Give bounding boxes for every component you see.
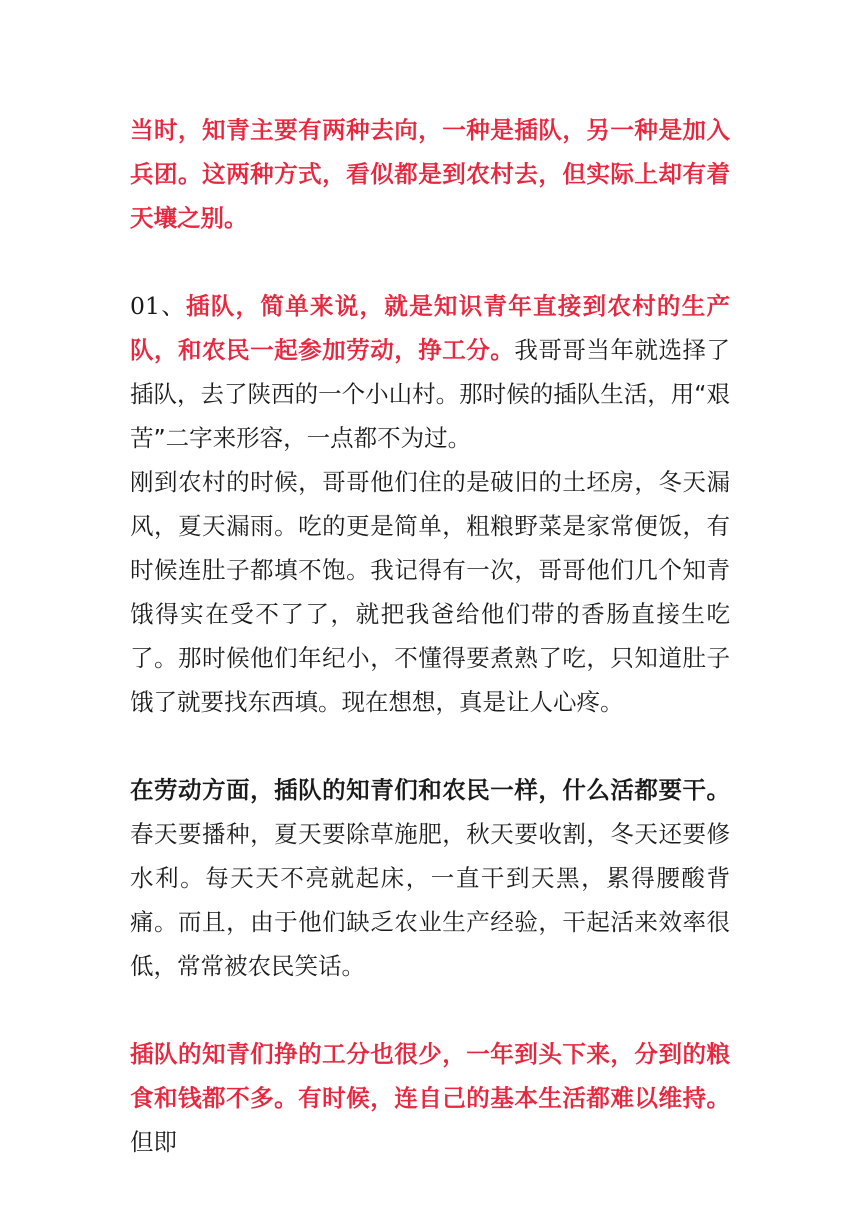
body-text: 但即 <box>130 1128 177 1156</box>
bold-text: 在劳动方面，插队的知青们和农民一样，什么活都要干。 <box>130 776 730 804</box>
paragraph-1 <box>130 108 730 240</box>
body-text: 春天要播种，夏天要除草施肥，秋天要收割，冬天还要修水利。每天天不亮就起床，一直干到天黑，累得腰酸背痛。而且，由于他们缺乏农业生产经验，干起活来效率很低，常常被农民笑话。 <box>130 820 730 980</box>
body-text: 刚到农村的时候，哥哥他们住的是破旧的土坯房，冬天漏风，夏天漏雨。吃的更是简单，粗粮野菜是家常便饭，有时候连肚子都填不饱。我记得有一次，哥哥他们几个知青饿得实在受不了了，就把我爸给他们带的香肠直接生吃了。那时候他们年纪小，不懂得要煮熟了吃，只知道肚子饿了就要找东西填。现在想想，真是让人心疼。 <box>130 468 730 716</box>
paragraph-5 <box>130 1032 730 1164</box>
body-text: 我哥哥当年就选择了插队，去了陕西的一个小山村。那时候的插队生活，用“艰苦”二字来形容，一点都不为过。 <box>130 336 731 452</box>
highlight-text: 插队，简单来说，就是知识青年直接到农村的生产队，和农民一起参加劳动，挣工分。 <box>130 292 731 364</box>
paragraph-4 <box>130 768 730 988</box>
highlight-text: 插队的知青们挣的工分也很少，一年到头下来，分到的粮食和钱都不多。有时候，连自己的基本生活都难以维持。 <box>130 1040 730 1112</box>
paragraph-2 <box>130 284 730 460</box>
article-body <box>130 108 730 1164</box>
paragraph-3 <box>130 460 730 724</box>
highlight-text: 当时，知青主要有两种去向，一种是插队，另一种是加入兵团。这两种方式，看似都是到农村去，但实际上却有着天壤之别。 <box>130 116 730 232</box>
section-number: 01、 <box>130 292 186 320</box>
